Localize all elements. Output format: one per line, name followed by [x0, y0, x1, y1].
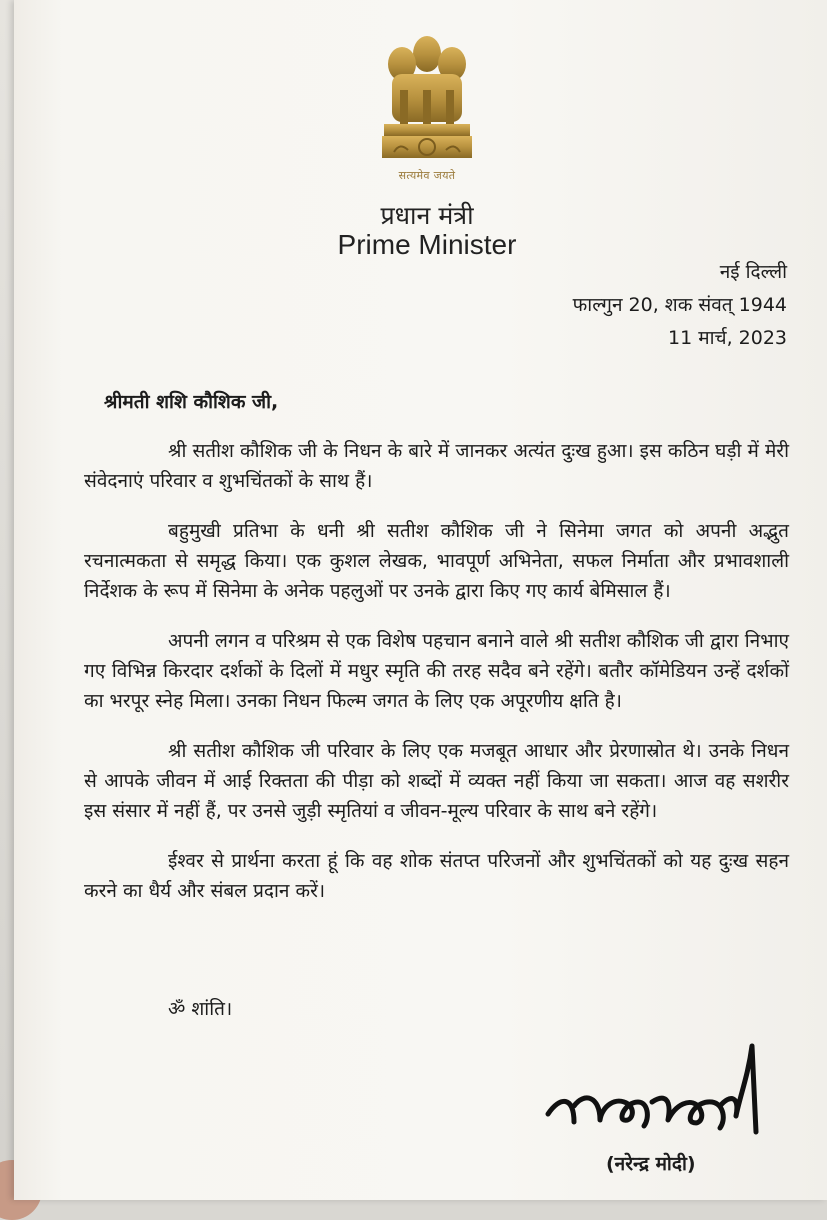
letterhead-title-english: Prime Minister	[337, 229, 517, 260]
paragraph: ईश्वर से प्रार्थना करता हूं कि वह शोक संतप्त परिजनों और शुभचिंतकों को यह दुःख सहन करने का धैर्य और संबल प्रदान करें।	[84, 850, 789, 902]
place-date-block	[573, 256, 787, 355]
paragraph: अपनी लगन व परिश्रम से एक विशेष पहचान बनाने वाले श्री सतीश कौशिक जी द्वारा निभाए गए विभिन्न किरदार दर्शकों के दिलों में मधुर स्मृति की तरह सदैव बने रहेंगे। बतौर कॉमेडियन उन्हें दर्शकों का भरपूर स्नेह मिला। उनका निधन फिल्म जगत के लिए एक अपूरणीय क्षति है।	[84, 630, 789, 712]
emblem-motto: सत्यमेव जयते	[398, 169, 456, 182]
paragraph: श्री सतीश कौशिक जी के निधन के बारे में जानकर अत्यंत दुःख हुआ। इस कठिन घड़ी में मेरी संवेदनाएं परिवार व शुभचिंतकों के साथ हैं।	[84, 440, 789, 492]
salutation: श्रीमती शशि कौशिक जी,	[104, 391, 279, 413]
closing-line: ॐ शांति।	[168, 998, 233, 1020]
letter-body	[84, 436, 789, 926]
city: नई दिल्ली	[719, 261, 787, 283]
national-emblem-icon	[372, 30, 482, 170]
signer-name: (नरेन्द्र मोदी)	[606, 1153, 696, 1175]
handwritten-signature	[540, 1036, 780, 1146]
paragraph: श्री सतीश कौशिक जी परिवार के लिए एक मजबूत आधार और प्रेरणास्रोत थे। उनके निधन से आपके जीवन में आई रिक्तता की पीड़ा को शब्दों में व्यक्त नहीं किया जा सकता। आज वह सशरीर इस संसार में नहीं हैं, पर उनसे जुड़ी स्मृतियां व जीवन-मूल्य परिवार के साथ बने रहेंगे।	[84, 740, 789, 822]
paragraph: बहुमुखी प्रतिभा के धनी श्री सतीश कौशिक जी ने सिनेमा जगत को अपनी अद्भुत रचनात्मकता से समृद्ध किया। एक कुशल लेखक, भावपूर्ण अभिनेता, सफल निर्माता और प्रभावशाली निर्देशक के रूप में सिनेमा के अनेक पहलुओं पर उनके द्वारा किए गए कार्य बेमिसाल हैं।	[84, 520, 789, 602]
letterhead-title-hindi: प्रधान मंत्री	[380, 201, 474, 230]
saka-date: फाल्गुन 20, शक संवत् 1944	[572, 294, 787, 316]
gregorian-date: 11 मार्च, 2023	[668, 327, 787, 349]
